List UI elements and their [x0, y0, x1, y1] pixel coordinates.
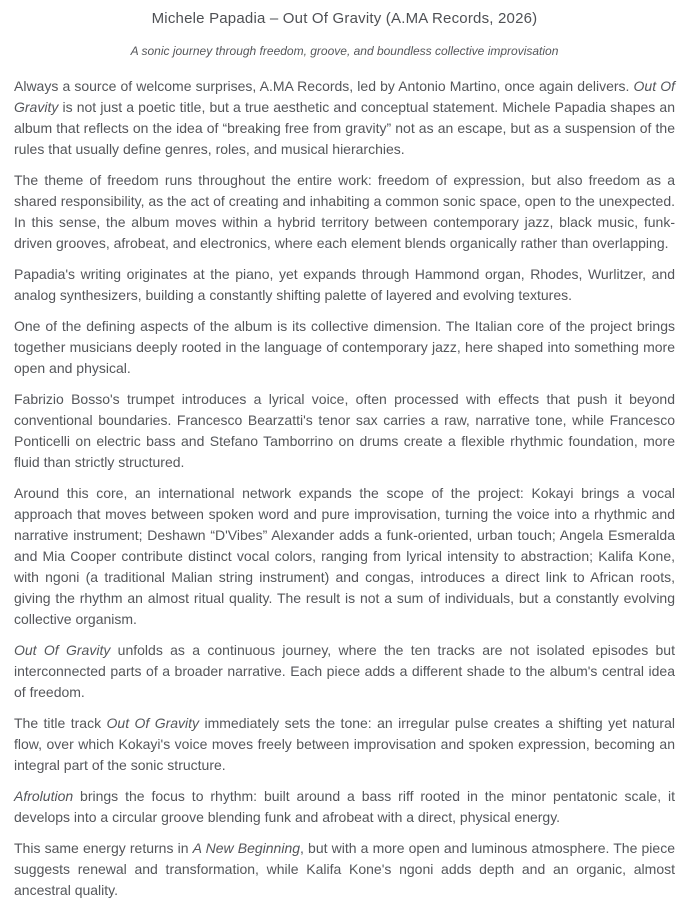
italic-text-run: A New Beginning	[192, 840, 301, 856]
paragraph	[14, 170, 675, 254]
text-run: immediately sets the tone: an irregular pulse creates a shifting yet natural flow, over which Kokayi's voice moves freely between improvisation and spoken expression, becoming an integral part of the sonic structure.	[14, 715, 675, 773]
paragraph	[14, 713, 675, 776]
text-run: , but with a more open and luminous atmosphere. The piece suggests renewal and transformation, while Kalifa Kone's ngoni adds depth and an organic, almost ancestral quality.	[14, 840, 675, 898]
text-run: This same energy returns in	[14, 840, 193, 856]
paragraph	[14, 316, 675, 379]
paragraph	[14, 640, 675, 703]
text-run: brings the focus to rhythm: built around a bass riff rooted in the minor pentatonic scale, it develops into a circular groove blending funk and afrobeat with a direct, physical energy.	[14, 788, 675, 825]
text-run: Papadia's writing originates at the piano, yet expands through Hammond organ, Rhodes, Wurlitzer, and analog synthesizers, building a constantly shifting palette of layered and evolving textures.	[14, 266, 675, 303]
paragraph	[14, 483, 675, 630]
text-run: The theme of freedom runs throughout the entire work: freedom of expression, but also freedom as a shared responsibility, as the act of creating and inhabiting a common sonic space, open to the unexpected. In this sense, the album moves within a hybrid territory between contemporary jazz, black music, funk-driven grooves, afrobeat, and electronics, where each element blends organically rather than overlapping.	[14, 172, 675, 251]
text-run: Always a source of welcome surprises, A.MA Records, led by Antonio Martino, once again delivers.	[14, 78, 634, 94]
text-run: is not just a poetic title, but a true aesthetic and conceptual statement. Michele Papadia shapes an album that reflects on the idea of “breaking free from gravity” not as an escape, but as a suspension of the rules that usually define genres, roles, and musical hierarchies.	[14, 99, 675, 157]
paragraph	[14, 76, 675, 160]
text-run: Fabrizio Bosso's trumpet introduces a lyrical voice, often processed with effects that push it beyond conventional boundaries. Francesco Bearzatti's tenor sax carries a raw, narrative tone, while Francesco Ponticelli on electric bass and Stefano Tamborrino on drums create a flexible rhythmic foundation, more fluid than strictly structured.	[14, 391, 675, 470]
document-subtitle: A sonic journey through freedom, groove, and boundless collective improvisation	[130, 44, 559, 58]
article-body	[14, 76, 675, 901]
italic-text-run: Out Of Gravity	[106, 715, 200, 731]
paragraph	[14, 264, 675, 306]
paragraph	[14, 389, 675, 473]
text-run: unfolds as a continuous journey, where the ten tracks are not isolated episodes but interconnected parts of a broader narrative. Each piece adds a different shade to the album's central idea of freedom.	[14, 642, 675, 700]
text-run: One of the defining aspects of the album is its collective dimension. The Italian core of the project brings together musicians deeply rooted in the language of contemporary jazz, here shaped into something more open and physical.	[14, 318, 675, 376]
italic-text-run: Out Of Gravity	[14, 642, 111, 658]
paragraph	[14, 838, 675, 901]
italic-text-run: Afrolution	[14, 788, 74, 804]
paragraph	[14, 786, 675, 828]
italic-text-run: Out Of Gravity	[14, 78, 675, 115]
document-title: Michele Papadia – Out Of Gravity (A.MA Records, 2026)	[151, 10, 538, 27]
text-run: The title track	[14, 715, 107, 731]
text-run: Around this core, an international network expands the scope of the project: Kokayi brings a vocal approach that moves between spoken word and pure improvisation, turning the voice into a rhythmic and narrative instrument; Deshawn “D'Vibes” Alexander adds a funk-oriented, urban touch; Angela Esmeralda and Mia Cooper contribute distinct vocal colors, ranging from lyrical intensity to abstraction; Kalifa Kone, with ngoni (a traditional Malian string instrument) and congas, introduces a direct link to African roots, giving the rhythm an almost ritual quality. The result is not a sum of individuals, but a constantly evolving collective organism.	[14, 485, 675, 627]
